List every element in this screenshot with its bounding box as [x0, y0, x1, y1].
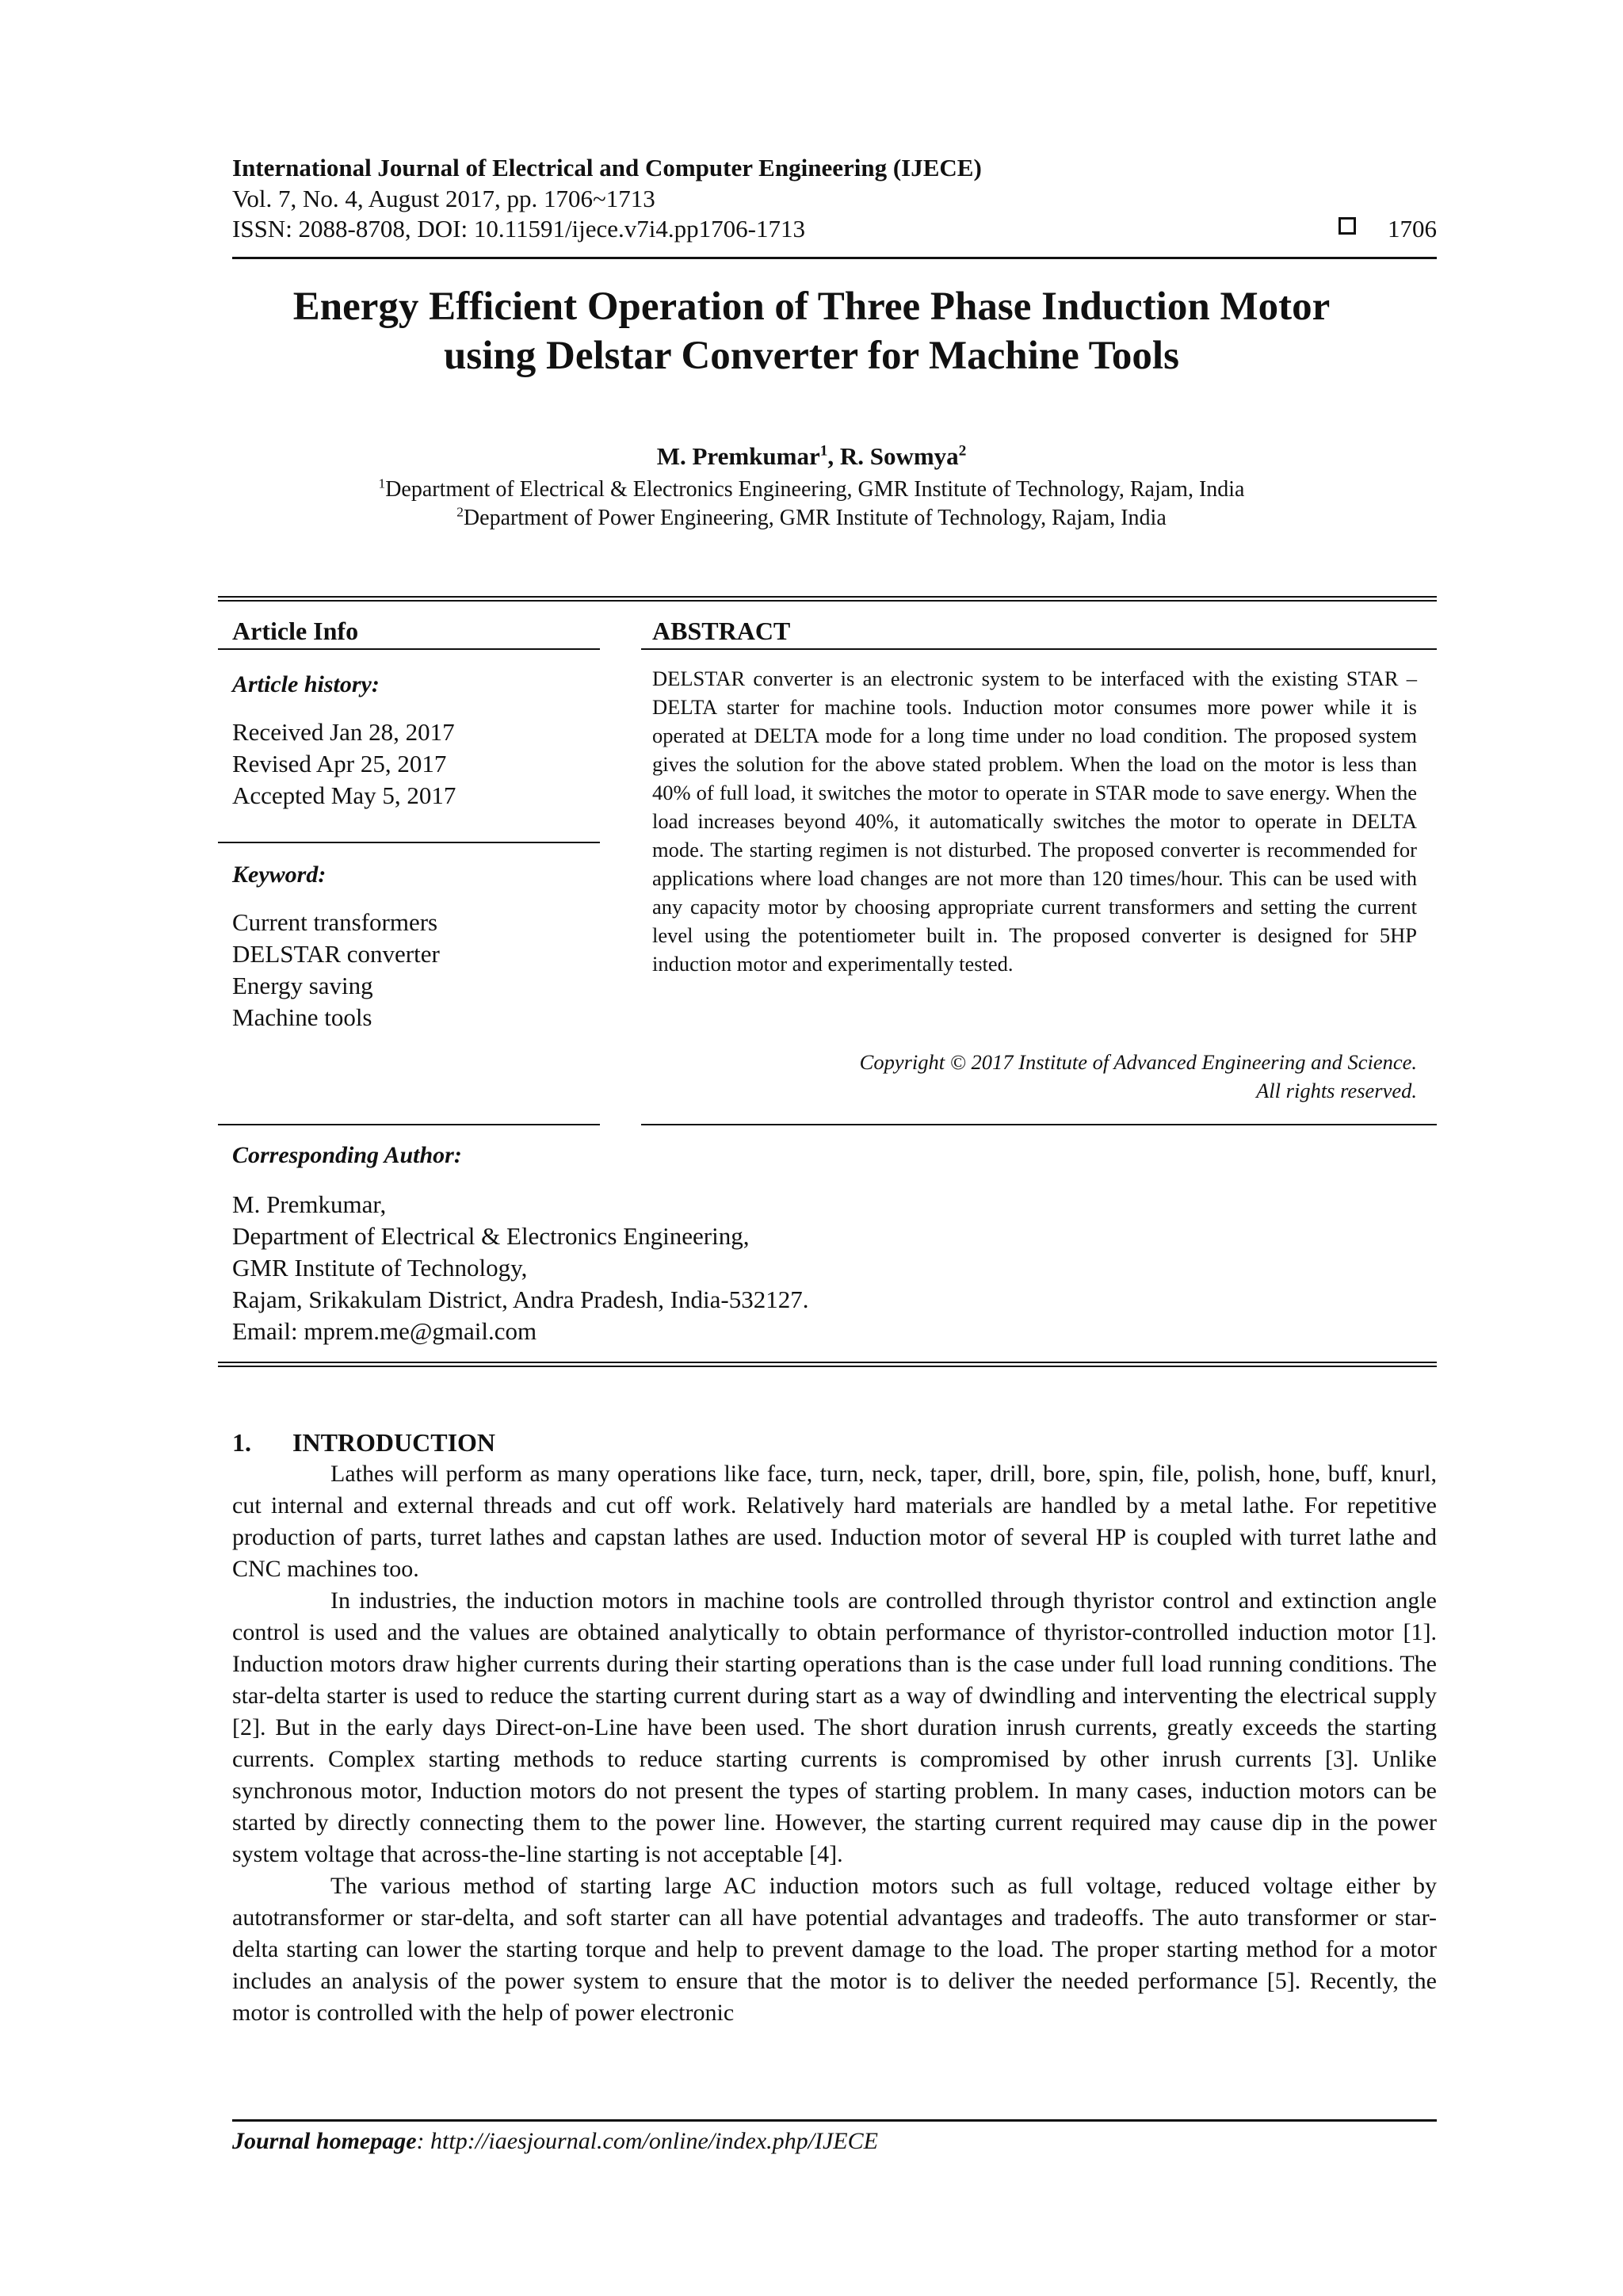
article-history-heading: Article history:	[232, 671, 380, 697]
author-list	[190, 441, 1433, 472]
paragraph: Lathes will perform as many operations like face, turn, neck, taper, drill, bore, spin, file, polish, hone, buff, knurl, cut internal and external threads and cut off work. Relatively hard materials are handled by a metal lathe. For repetitive production of parts, turret lathes and capstan lathes are used. Induction motor of several HP is coupled with turret lathe and CNC machines too.	[232, 1461, 1437, 1582]
corresponding-author-address: Rajam, Srikakulam District, Andra Pradesh, India-532127.	[232, 1286, 809, 1313]
author-1: M. Premkumar	[656, 442, 820, 470]
keyword-item: Energy saving	[232, 972, 373, 999]
author-separator: ,	[827, 442, 840, 470]
page-number: 1706	[1388, 215, 1437, 243]
corresponding-author-institute: GMR Institute of Technology,	[232, 1254, 528, 1282]
copyright-notice	[652, 1048, 1417, 1105]
article-info-heading	[232, 615, 600, 647]
article-history	[232, 669, 600, 812]
keyword-heading: Keyword:	[232, 861, 327, 888]
keyword-item: Current transformers	[232, 908, 438, 936]
author-2-affil-mark: 2	[958, 442, 967, 460]
copyright-line-2: All rights reserved.	[1256, 1079, 1417, 1102]
author-2: R. Sowmya	[839, 442, 959, 470]
paper-title	[190, 282, 1433, 380]
abstract-heading: ABSTRACT	[652, 617, 791, 645]
homepage-separator: :	[416, 2128, 431, 2154]
header-rule	[232, 257, 1437, 259]
journal-homepage	[232, 2126, 878, 2157]
abstract-text: DELSTAR converter is an electronic system to be interfaced with the existing STAR – DELTA starter for machine tools. Induction motor consumes more power while it is operated at DELTA mode for a long time under no load condition. The proposed system gives the solution for the above stated problem. When the load on the motor is less than 40% of full load, it switches the motor to operate in STAR mode to save energy. When the load increases beyond 40%, it automatically switches the motor to operate in DELTA mode. The starting regimen is not disturbed. The proposed converter is recommended for applications where load changes are not more than 120 times/hour. This can be used with any capacity motor by choosing appropriate current transformers and setting the current level using the potentiometer built in. The proposed converter is designed for 5HP induction motor and experimentally tested.	[652, 667, 1417, 976]
affiliation-1-mark: 1	[378, 476, 386, 491]
corresponding-author	[232, 1140, 1421, 1347]
introduction-heading	[232, 1427, 495, 1458]
affiliation-2-text: Department of Power Engineering, GMR Institute of Technology, Rajam, India	[463, 506, 1167, 530]
corresponding-author-heading: Corresponding Author:	[232, 1142, 462, 1168]
article-info-title: Article Info	[232, 617, 359, 645]
abstract-bottom-rule	[641, 1124, 1437, 1125]
journal-volume: Vol. 7, No. 4, August 2017, pp. 1706~1713	[232, 185, 655, 212]
keywords-block	[232, 859, 600, 1033]
section-title: INTRODUCTION	[292, 1428, 496, 1457]
info-box-top-rule	[218, 596, 1437, 598]
corresponding-author-dept: Department of Electrical & Electronics Engineering,	[232, 1222, 750, 1250]
info-box-bottom-rule	[218, 1362, 1437, 1363]
title-line-2: using Delstar Converter for Machine Tools	[444, 334, 1179, 378]
section-number: 1.	[232, 1428, 251, 1457]
copyright-line-1: Copyright © 2017 Institute of Advanced Engineering and Science.	[859, 1050, 1417, 1074]
affiliation-2	[190, 504, 1433, 533]
corresponding-author-name: M. Premkumar,	[232, 1190, 387, 1218]
keywords-rule	[218, 1124, 600, 1125]
journal-header	[232, 152, 1437, 244]
homepage-label: Journal homepage	[232, 2128, 417, 2154]
history-rule	[218, 842, 600, 843]
abstract-heading-rule	[641, 648, 1437, 650]
homepage-url[interactable]: http://iaesjournal.com/online/index.php/IJECE	[430, 2128, 878, 2154]
revised-date: Revised Apr 25, 2017	[232, 750, 447, 777]
corresponding-author-email: Email: mprem.me@gmail.com	[232, 1317, 537, 1345]
affiliation-1	[190, 476, 1433, 504]
keyword-item: Machine tools	[232, 1003, 372, 1031]
paragraph: The various method of starting large AC induction motors such as full voltage, reduced voltage either by autotransformer or star-delta, and soft starter can all have potential advantages and tradeoffs. The auto transformer or star-delta starting can lower the starting torque and help to prevent damage to the load. The proper starting method for a motor includes an analysis of the power system to ensure that the motor is to deliver the needed performance [5]. Recently, the motor is controlled with the help of power electronic	[232, 1873, 1437, 2026]
keyword-item: DELSTAR converter	[232, 940, 440, 968]
received-date: Received Jan 28, 2017	[232, 718, 455, 746]
accepted-date: Accepted May 5, 2017	[232, 781, 456, 809]
journal-name: International Journal of Electrical and Computer Engineering (IJECE)	[232, 154, 982, 181]
square-box-icon	[1338, 217, 1356, 235]
author-1-affil-mark: 1	[819, 442, 828, 460]
paragraph: In industries, the induction motors in machine tools are controlled through thyristor control and extinction angle control is used and the values are obtained analytically to obtain performance of thyristor-controlled induction motor [1]. Induction motors draw higher currents during their starting operations than is the case under full load running conditions. The star-delta starter is used to reduce the starting current during start as a way of dwindling and interventing the electrical supply [2]. But in the early days Direct-on-Line have been used. The short duration inrush currents, greatly exceeds the starting currents. Complex starting methods to reduce starting currents is compromised by other inrush currents [3]. Unlike synchronous motor, Induction motors do not present the types of starting problem. In many cases, induction motors can be started by directly connecting them to the power line. However, the starting current required may cause dip in the power system voltage that across-the-line starting is not acceptable [4].	[232, 1587, 1437, 1867]
article-info-rule	[218, 648, 600, 650]
introduction-body	[232, 1458, 1437, 2029]
affiliation-1-text: Department of Electrical & Electronics Engineering, GMR Institute of Technology, Rajam, India	[385, 477, 1245, 502]
journal-issn-doi: ISSN: 2088-8708, DOI: 10.11591/ijece.v7i4.pp1706-1713	[232, 215, 805, 243]
title-line-1: Energy Efficient Operation of Three Phase Induction Motor	[292, 285, 1331, 329]
affiliation-2-mark: 2	[456, 504, 464, 520]
footer-rule	[232, 2119, 1437, 2122]
